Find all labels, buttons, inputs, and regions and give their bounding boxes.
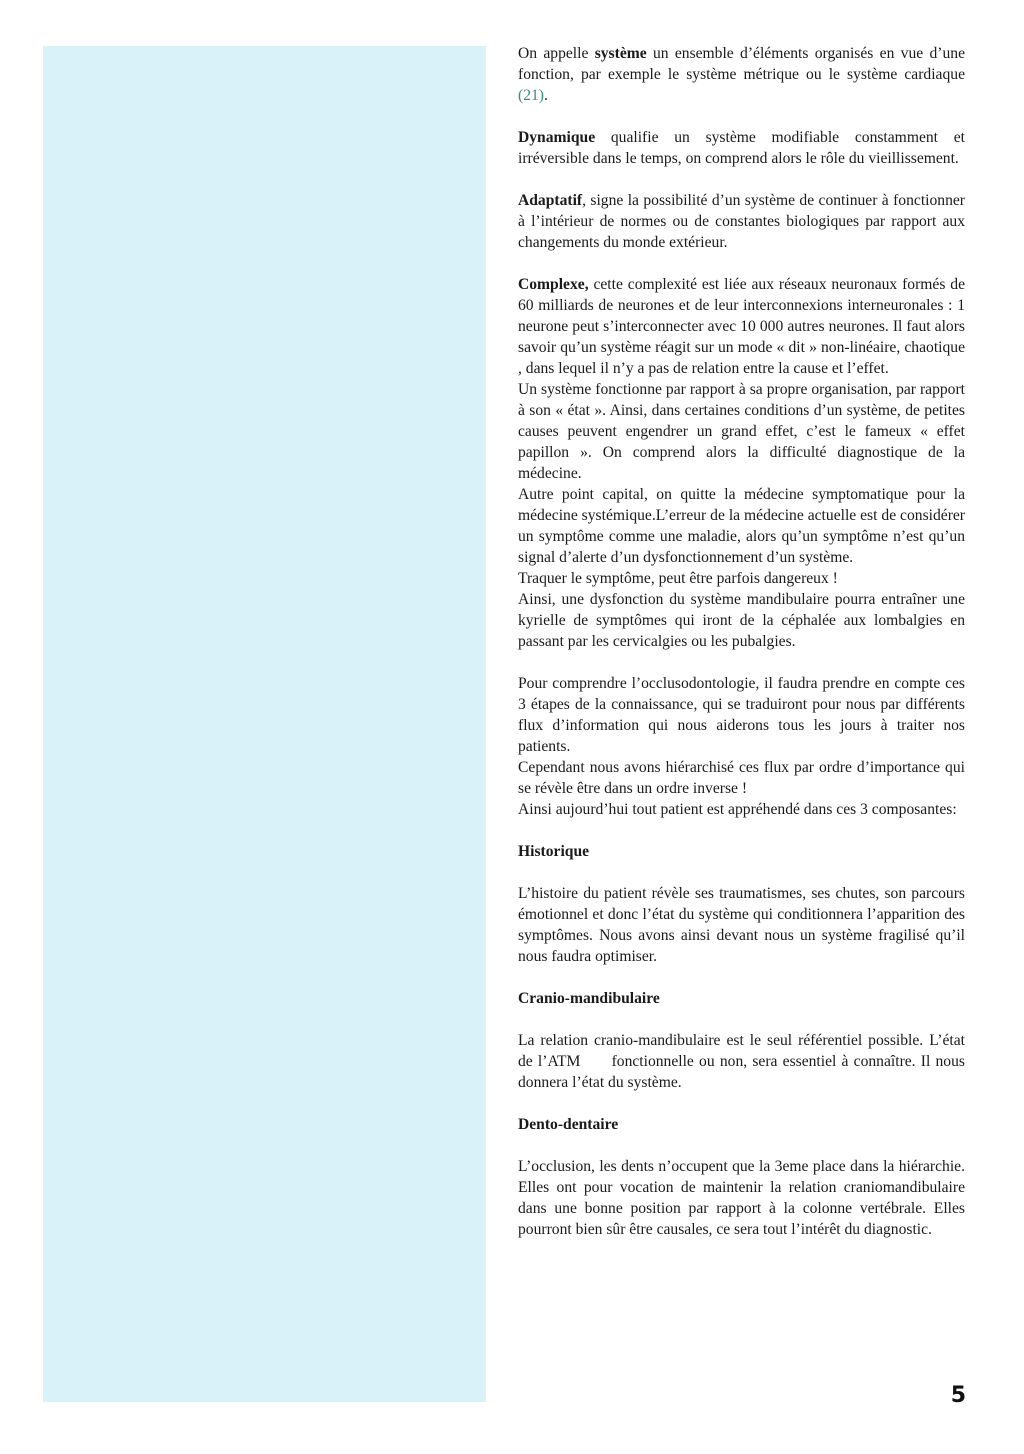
definition-adaptatif: [518, 190, 965, 253]
spacer: [518, 253, 965, 274]
paragraph-cranio-mandibulaire: [518, 1030, 965, 1093]
spacer: [518, 169, 965, 190]
paragraph-traquer-symptome: Traquer le symptôme, peut être parfois dangereux !: [518, 570, 838, 587]
heading-cranio-mandibulaire: Cranio-mandibulaire: [518, 990, 660, 1007]
definition-dynamique: [518, 127, 965, 169]
term-dynamique: Dynamique: [518, 129, 596, 146]
definition-complexe: [518, 274, 965, 379]
paragraph-occlusodontologie: Pour comprendre l’occlusodontologie, il faudra prendre en compte ces 3 étapes de la connaissance, qui se traduiront pour nous par différents flux d’information qui nous aiderons tous les jours à traiter nos patients.: [518, 675, 965, 755]
spacer: [518, 1009, 965, 1030]
cranio-text-rest: fonctionnelle ou non, sera essentiel à connaître. Il nous donnera l’état du système.: [518, 1053, 965, 1091]
spacer: [518, 967, 965, 988]
intro-text: un ensemble d’éléments organisés en vue d’une fonction, par exemple le système métrique ou le système cardiaque: [518, 45, 965, 83]
term-complexe: Complexe,: [518, 276, 589, 293]
spacer: [518, 106, 965, 127]
cranio-text-atm: L’état de l’ATM: [518, 1032, 965, 1070]
page-number: 5: [950, 1383, 966, 1408]
paragraph-hierarchie-flux: Cependant nous avons hiérarchisé ces flux par ordre d’importance qui se révèle être dans un ordre inverse !: [518, 759, 965, 797]
cranio-text-line1: La relation cranio-mandibulaire est le seul référentiel possible.: [518, 1032, 924, 1049]
paragraph-etat-systeme: Un système fonctionne par rapport à sa propre organisation, par rapport à son « état ». Ainsi, dans certaines conditions d’un système, de petites causes peuvent engendrer un grand effet, c’est le fameux « effet papillon ». On comprend alors la difficulté diagnostique de la médecine.: [518, 381, 965, 482]
definition-adaptatif-text: , signe la possibilité d’un système de continuer à fonctionner à l’intérieur de normes ou de constantes biologiques par rapport aux changements du monde extérieur.: [518, 192, 965, 251]
heading-historique: Historique: [518, 843, 590, 860]
sidebar-panel: [43, 46, 486, 1402]
main-text-column: [518, 43, 965, 1240]
intro-prefix: On appelle: [518, 45, 595, 62]
term-adaptatif: Adaptatif: [518, 192, 583, 209]
spacer: [518, 1093, 965, 1114]
paragraph-medecine-systemique: Autre point capital, on quitte la médecine symptomatique pour la médecine systémique.L’erreur de la médecine actuelle est de considérer un symptôme comme une maladie, alors qu’un symptôme n’est qu’un signal d’alerte d’un dysfonctionnement d’un système.: [518, 486, 965, 566]
paragraph-trois-composantes: Ainsi aujourd’hui tout patient est appréhendé dans ces 3 composantes:: [518, 801, 957, 818]
heading-dento-dentaire: Dento-dentaire: [518, 1116, 619, 1133]
spacer: [518, 820, 965, 841]
reference-link[interactable]: (21): [518, 87, 544, 104]
spacer: [518, 652, 965, 673]
paragraph-historique: L’histoire du patient révèle ses traumatismes, ses chutes, son parcours émotionnel et donc l’état du système qui conditionnera l’apparition des symptômes. Nous avons ainsi devant nous un système fragilisé qu’il nous faudra optimiser.: [518, 885, 965, 965]
definition-complexe-text: cette complexité est liée aux réseaux neuronaux formés de 60 milliards de neurones et de leur interconnexions interneuronales : 1 neurone peut s’interconnecter avec 10 000 autres neurones. Il faut alors savoir qu’un système réagit sur un mode « dit » non-linéaire, chaotique , dans lequel il n’y a pas de relation entre la cause et l’effet.: [518, 276, 965, 377]
spacer: [518, 862, 965, 883]
spacer: [518, 1135, 965, 1156]
intro-suffix: .: [543, 87, 548, 104]
intro-paragraph: [518, 43, 965, 106]
definition-dynamique-text: qualifie un système modifiable constamment et irréversible dans le temps, on comprend alors le rôle du vieillissement.: [518, 129, 965, 167]
term-systeme: système: [594, 45, 647, 62]
paragraph-dento-dentaire: L’occlusion, les dents n’occupent que la 3eme place dans la hiérarchie. Elles ont pour vocation de maintenir la relation craniomandibulaire dans une bonne position par rapport à la colonne vertébrale. Elles pourront bien sûr être causales, ce sera tout l’intérêt du diagnostic.: [518, 1158, 965, 1238]
paragraph-dysfonction-mandibulaire: Ainsi, une dysfonction du système mandibulaire pourra entraîner une kyrielle de symptômes qui iront de la céphalée aux lombalgies en passant par les cervicalgies ou les pubalgies.: [518, 591, 965, 650]
